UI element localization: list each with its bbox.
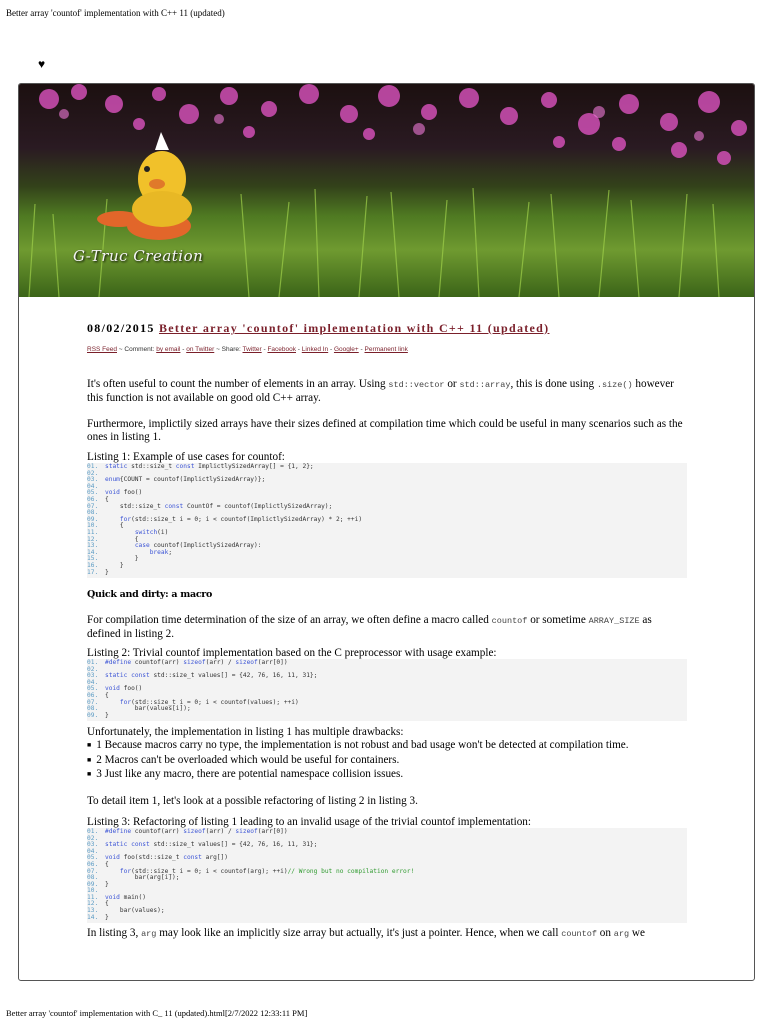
code-keyword: for [119, 515, 132, 523]
code-token: } [105, 555, 139, 563]
meta-sep: - [180, 346, 187, 353]
listing1-caption: Listing 1: Example of use cases for countof: [87, 451, 285, 463]
code-token: {COUNT = countof(ImplictlySizedArray)}; [119, 476, 266, 484]
code-token: (arr) / [205, 827, 236, 835]
meta-sep: - [296, 346, 302, 353]
listing2-code-block [87, 659, 687, 721]
paragraph-drawbacks: Unfortunately, the implementation in listing 1 has multiple drawbacks: [87, 726, 404, 739]
code-token: (i) [157, 528, 169, 536]
line-number: 07. [87, 698, 99, 706]
comment-email-link[interactable]: by email [156, 346, 181, 353]
code-token: (std::size_t i = 0; i < countof(values); ++i) [131, 698, 299, 706]
line-number: 08. [87, 509, 99, 517]
inline-code: arg [141, 929, 157, 940]
code-keyword: void [105, 854, 120, 862]
code-keyword: static [105, 672, 128, 680]
code-line [87, 550, 687, 557]
code-token: } [105, 568, 109, 576]
code-keyword: sizeof [183, 659, 206, 667]
print-header: Better array 'countof' implementation with C++ 11 (updated) [6, 8, 225, 18]
line-number: 03. [87, 841, 99, 849]
code-token: { [105, 692, 109, 700]
share-googleplus-link[interactable]: Google+ [333, 346, 359, 353]
blog-frame [18, 83, 755, 981]
line-number: 07. [87, 502, 99, 510]
meta-sep: ~ Comment: [117, 346, 157, 353]
code-line [87, 660, 687, 667]
meta-sep: - [358, 346, 365, 353]
code-keyword: sizeof [235, 659, 258, 667]
line-number: 13. [87, 907, 99, 915]
code-line [87, 842, 687, 849]
meta-sep: ~ Share: [214, 346, 243, 353]
line-number: 04. [87, 482, 99, 490]
code-token: { [105, 900, 109, 908]
line-number: 15. [87, 555, 99, 563]
code-token: std::size_t values[] = {42, 76, 16, 11, 31}; [149, 672, 318, 680]
code-keyword: switch [134, 528, 158, 536]
text-run: on [596, 927, 614, 940]
line-number: 08. [87, 705, 99, 713]
code-keyword: static [105, 841, 128, 849]
share-facebook-link[interactable]: Facebook [267, 346, 296, 353]
line-number: 04. [87, 847, 99, 855]
inline-code: std::array [459, 380, 511, 390]
inline-code: std::vector [388, 380, 445, 390]
code-keyword: #define [105, 827, 132, 835]
code-token: bar(values); [105, 907, 165, 915]
code-line [87, 855, 687, 862]
line-number: 07. [87, 867, 99, 875]
code-token: foo(std::size_t [119, 854, 184, 862]
code-line [87, 563, 687, 570]
listing1-code-block [87, 463, 687, 578]
paragraph-intro [87, 378, 687, 405]
code-line [87, 570, 687, 577]
line-number: 17. [87, 568, 99, 576]
line-number: 01. [87, 659, 99, 667]
code-line [87, 530, 687, 537]
line-number: 13. [87, 542, 99, 550]
line-number: 06. [87, 860, 99, 868]
line-number: 16. [87, 561, 99, 569]
listing3-caption: Listing 3: Refactoring of listing 1 leading to an invalid usage of the trivial countof implementation: [87, 815, 531, 828]
text-run: In listing 3, [87, 927, 142, 940]
code-line [87, 523, 687, 530]
code-line [87, 895, 687, 902]
line-number: 06. [87, 692, 99, 700]
code-line [87, 477, 687, 484]
code-token: { [105, 860, 109, 868]
share-linkedin-link[interactable]: Linked In [301, 346, 329, 353]
text-run: however this function is not available on good old C++ array. [87, 378, 674, 404]
text-run: or [444, 378, 460, 390]
line-number: 03. [87, 672, 99, 680]
text-run: For compilation time determination of the size of an array, we often define a macro called [87, 614, 492, 627]
permanent-link[interactable]: Permanent link [364, 346, 408, 353]
line-number: 11. [87, 893, 99, 901]
share-twitter-link[interactable]: Twitter [242, 346, 262, 353]
code-keyword: sizeof [183, 827, 206, 835]
code-keyword: for [119, 698, 132, 706]
code-token: (arr[0]) [257, 827, 288, 835]
text-run: , this is done using [510, 378, 597, 390]
code-line [87, 875, 687, 882]
code-line [87, 556, 687, 563]
inline-code: .size() [596, 380, 633, 390]
code-token: countof(arr) [131, 659, 184, 667]
rss-feed-link[interactable]: RSS Feed [87, 346, 117, 353]
paragraph-macro [87, 614, 687, 641]
code-keyword: void [105, 489, 120, 497]
code-token: (std::size_t i = 0; i < countof(arg); ++i) [131, 867, 288, 875]
line-number: 12. [87, 535, 99, 543]
code-line [87, 882, 687, 889]
line-number: 05. [87, 854, 99, 862]
code-line [87, 908, 687, 915]
list-item: ■ 2 Macros can't be overloaded which would be useful for containers. [87, 754, 687, 769]
line-number: 03. [87, 476, 99, 484]
banner-illustration [19, 84, 754, 297]
line-number: 14. [87, 548, 99, 556]
code-token: foo() [119, 489, 143, 497]
line-number: 11. [87, 528, 99, 536]
code-line [87, 490, 687, 497]
paragraph-implicit-arrays: Furthermore, implictily sized arrays have their sizes defined at compilation time which could be useful in many scenarios such as the ones in listing 1. [87, 418, 683, 443]
code-token: (arr) / [205, 659, 236, 667]
text-run: we [629, 927, 645, 940]
code-line [87, 915, 687, 922]
code-keyword: #define [105, 659, 132, 667]
code-keyword: void [105, 893, 120, 901]
list-item: ■ 1 Because macros carry no type, the implementation is not robust and bad usage won't be detected at compilation time. [87, 739, 687, 754]
comment-twitter-link[interactable]: on Twitter [186, 346, 215, 353]
meta-sep: - [328, 346, 334, 353]
line-number: 08. [87, 874, 99, 882]
line-number: 09. [87, 880, 99, 888]
code-token: bar(arg[i]); [105, 874, 180, 882]
line-number: 02. [87, 469, 99, 477]
line-number: 02. [87, 665, 99, 673]
code-keyword: const [183, 854, 202, 862]
code-line [87, 706, 687, 713]
code-token: { [105, 495, 109, 503]
code-keyword: const [175, 463, 195, 470]
text-run: It's often useful to count the number of elements in an array. Using [87, 378, 389, 390]
heart-icon[interactable]: ♥ [38, 57, 46, 71]
line-number: 01. [87, 463, 99, 470]
code-line [87, 517, 687, 524]
line-number: 10. [87, 522, 99, 530]
code-keyword: case [134, 542, 150, 550]
site-logo-text[interactable]: G-Truc Creation [73, 247, 204, 265]
line-number: 09. [87, 711, 99, 719]
code-keyword: static [105, 463, 128, 470]
code-token: arg[]) [201, 854, 228, 862]
code-token: std::size_t [127, 463, 176, 470]
code-token: ImplictlySizedArray[] = {1, 2}; [194, 463, 314, 470]
line-number: 01. [87, 827, 99, 835]
code-token: std::size_t [105, 502, 165, 510]
code-line [87, 504, 687, 511]
code-line [87, 901, 687, 908]
code-line [87, 680, 687, 687]
line-number: 05. [87, 685, 99, 693]
code-token: { [105, 522, 124, 530]
code-token: (std::size_t i = 0; i < countof(ImplictlySizedArray) * 2; ++i) [131, 515, 363, 523]
line-number: 06. [87, 495, 99, 503]
line-number: 04. [87, 678, 99, 686]
section-heading-macro: Quick and dirty: a macro [87, 589, 213, 601]
code-line [87, 713, 687, 720]
code-token: } [105, 711, 109, 719]
code-keyword: break [149, 548, 169, 556]
line-number: 09. [87, 515, 99, 523]
code-token: (arr[0]) [257, 659, 288, 667]
line-number: 12. [87, 900, 99, 908]
code-keyword: const [131, 672, 150, 680]
code-line [87, 543, 687, 550]
line-number: 02. [87, 834, 99, 842]
post-meta [87, 346, 687, 353]
meta-sep: - [261, 346, 268, 353]
line-number: 14. [87, 913, 99, 921]
line-number: 05. [87, 489, 99, 497]
code-keyword: const [164, 502, 184, 510]
code-line [87, 673, 687, 680]
code-token: bar(values[i]); [105, 705, 191, 713]
code-token: main() [119, 893, 146, 901]
code-token: countof(arr) [131, 827, 184, 835]
text-run: or sometime [527, 614, 589, 627]
code-line [87, 829, 687, 836]
post-title-link[interactable]: Better array 'countof' implementation with C++ 11 (updated) [158, 321, 550, 335]
code-token: } [105, 913, 109, 921]
listing3-code-block [87, 828, 687, 923]
paragraph-refactoring: To detail item 1, let's look at a possible refactoring of listing 2 in listing 3. [87, 794, 418, 807]
code-line [87, 686, 687, 693]
inline-code: arg [613, 929, 630, 940]
text-run: may look like an implicitly size array but actually, it's just a pointer. Hence, when we call [156, 927, 562, 940]
code-token: { [105, 535, 139, 543]
header-banner[interactable] [19, 84, 754, 297]
code-comment: // Wrong but no compilation error! [287, 867, 415, 875]
code-line [87, 484, 687, 491]
inline-code: countof [561, 929, 597, 940]
print-footer: Better array 'countof' implementation with C_ 11 (updated).html[2/7/2022 12:33:11 PM] [6, 1008, 308, 1018]
text-run: as defined in listing 2. [87, 614, 652, 641]
post-heading [87, 321, 687, 336]
code-token: } [105, 880, 109, 888]
list-item: ■ 3 Just like any macro, there are potential namespace collision issues. [87, 768, 687, 783]
paragraph-pointer [87, 927, 687, 941]
post-content [87, 321, 687, 941]
drawbacks-list [87, 739, 687, 783]
code-keyword: const [131, 841, 150, 849]
code-keyword: for [119, 867, 132, 875]
post-date: 08/02/2015 [87, 321, 155, 335]
code-keyword: sizeof [235, 827, 258, 835]
line-number: 10. [87, 887, 99, 895]
code-token: std::size_t values[] = {42, 76, 16, 11, 31}; [149, 841, 318, 849]
inline-code: countof [491, 616, 528, 627]
code-keyword: enum [105, 476, 120, 484]
inline-code: ARRAY_SIZE [588, 616, 640, 627]
code-token: foo() [119, 685, 143, 693]
code-keyword: void [105, 685, 120, 693]
code-line [87, 888, 687, 895]
code-token: countof(ImplictlySizedArray): [149, 542, 262, 550]
code-token: CountOf = countof(ImplictlySizedArray); [183, 502, 333, 510]
code-token: } [105, 561, 124, 569]
code-token: ; [168, 548, 173, 556]
code-line [87, 464, 687, 471]
listing2-caption: Listing 2: Trivial countof implementation based on the C preprocessor with usage example: [87, 647, 497, 660]
